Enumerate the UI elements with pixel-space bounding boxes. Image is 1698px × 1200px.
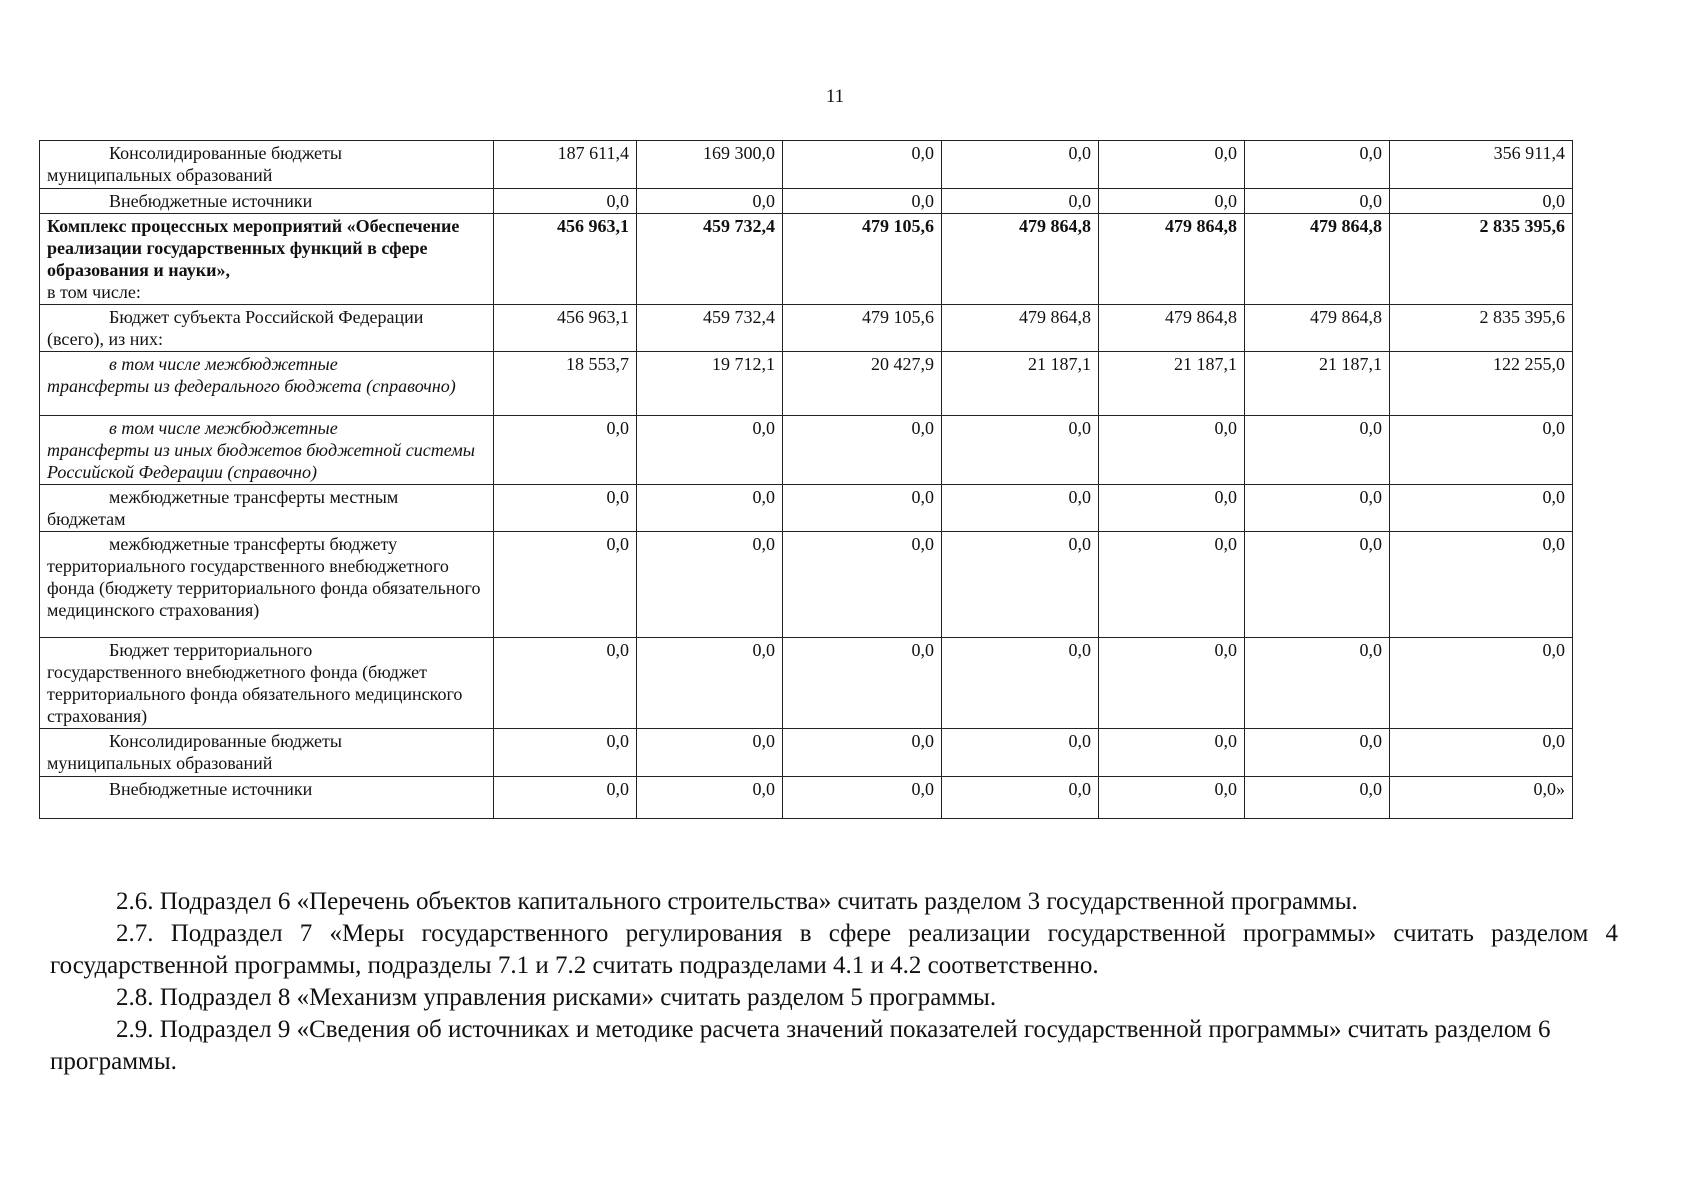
table-row: [40, 416, 1573, 485]
table-row: [40, 305, 1573, 352]
value-cell: 0,0: [783, 532, 942, 638]
row-label-first: в том числе межбюджетные: [109, 354, 338, 374]
value-cell: 0,0: [1099, 416, 1245, 485]
row-label-first: Бюджет субъекта Российской Федерации: [109, 307, 424, 327]
value-cell: 0,0: [1390, 485, 1573, 532]
value-cell: 21 187,1: [1245, 352, 1390, 416]
value-cell: 122 255,0: [1390, 352, 1573, 416]
value-cell: 0,0: [1390, 729, 1573, 777]
paragraph-2-7: 2.7. Подраздел 7 «Меры государственного регулирования в сфере реализации государственной программы» считать разделом 4 государственной программы, подразделы 7.1 и 7.2 считать подразделами 4.1 и 4.2 соответственно.: [50, 920, 1618, 979]
row-label-rest: трансферты из иных бюджетов бюджетной системы Российской Федерации (справочно): [47, 440, 475, 482]
body-text: [50, 886, 1618, 1078]
value-cell: 0,0: [783, 777, 942, 819]
value-cell: 356 911,4: [1390, 141, 1573, 189]
value-cell: 0,0: [783, 485, 942, 532]
row-label: [40, 189, 494, 214]
value-cell: 479 864,8: [1099, 305, 1245, 352]
value-cell: 0,0: [1099, 189, 1245, 214]
row-label: [40, 416, 494, 485]
value-cell: 456 963,1: [494, 214, 637, 305]
table-row: [40, 638, 1573, 729]
value-cell: 0,0: [942, 638, 1099, 729]
value-cell: 0,0: [494, 777, 637, 819]
row-label: [40, 777, 494, 819]
value-cell: 479 864,8: [1245, 305, 1390, 352]
table-row: [40, 729, 1573, 777]
value-cell: 0,0: [942, 729, 1099, 777]
value-cell: 0,0: [783, 729, 942, 777]
value-cell: 456 963,1: [494, 305, 637, 352]
value-cell: 0,0»: [1390, 777, 1573, 819]
value-cell: 187 611,4: [494, 141, 637, 189]
value-cell: 19 712,1: [637, 352, 783, 416]
value-cell: 2 835 395,6: [1390, 305, 1573, 352]
value-cell: 479 864,8: [942, 214, 1099, 305]
value-cell: 459 732,4: [637, 305, 783, 352]
row-label-first: в том числе межбюджетные: [109, 418, 338, 438]
row-label: [40, 638, 494, 729]
value-cell: 0,0: [637, 532, 783, 638]
row-label-first: Консолидированные бюджеты: [109, 143, 342, 163]
paragraph-2-6: 2.6. Подраздел 6 «Перечень объектов капитального строительства» считать разделом 3 государственной программы.: [116, 888, 1358, 915]
value-cell: 479 864,8: [1245, 214, 1390, 305]
row-label: [40, 141, 494, 189]
value-cell: 0,0: [942, 485, 1099, 532]
value-cell: 479 105,6: [783, 214, 942, 305]
table-row: [40, 214, 1573, 305]
value-cell: 0,0: [942, 777, 1099, 819]
row-label-first: Внебюджетные источники: [109, 779, 313, 799]
row-label-rest: в том числе:: [47, 282, 141, 302]
value-cell: 0,0: [783, 141, 942, 189]
paragraph-2-8: 2.8. Подраздел 8 «Механизм управления рисками» считать разделом 5 программы.: [116, 984, 997, 1011]
value-cell: 0,0: [783, 638, 942, 729]
value-cell: 0,0: [783, 189, 942, 214]
value-cell: 0,0: [1099, 638, 1245, 729]
row-label: [40, 532, 494, 638]
value-cell: 21 187,1: [942, 352, 1099, 416]
row-label-first: межбюджетные трансферты бюджету: [109, 534, 398, 554]
table-row: [40, 141, 1573, 189]
value-cell: 0,0: [1245, 729, 1390, 777]
row-label: [40, 729, 494, 777]
paragraph-2-9: 2.9. Подраздел 9 «Сведения об источниках и методике расчета значений показателей государственной программы» считать разделом 6 программы.: [50, 1016, 1551, 1075]
value-cell: 0,0: [494, 189, 637, 214]
value-cell: 0,0: [1390, 416, 1573, 485]
value-cell: 0,0: [1245, 416, 1390, 485]
value-cell: 0,0: [1390, 532, 1573, 638]
value-cell: 0,0: [1245, 532, 1390, 638]
value-cell: 0,0: [637, 729, 783, 777]
value-cell: 0,0: [1099, 777, 1245, 819]
row-label-rest: муниципальных образований: [47, 753, 273, 773]
row-label-first: Внебюджетные источники: [109, 191, 313, 211]
value-cell: 0,0: [1390, 189, 1573, 214]
value-cell: 0,0: [1245, 638, 1390, 729]
value-cell: 459 732,4: [637, 214, 783, 305]
value-cell: 0,0: [1099, 532, 1245, 638]
value-cell: 2 835 395,6: [1390, 214, 1573, 305]
value-cell: 20 427,9: [783, 352, 942, 416]
row-label: [40, 352, 494, 416]
value-cell: 0,0: [942, 532, 1099, 638]
value-cell: 0,0: [637, 189, 783, 214]
row-label-first: Консолидированные бюджеты: [109, 731, 342, 751]
value-cell: 18 553,7: [494, 352, 637, 416]
value-cell: 0,0: [637, 638, 783, 729]
value-cell: 0,0: [1099, 729, 1245, 777]
value-cell: 0,0: [1099, 485, 1245, 532]
row-label: [40, 305, 494, 352]
value-cell: 0,0: [637, 416, 783, 485]
row-label: [40, 485, 494, 532]
value-cell: 479 105,6: [783, 305, 942, 352]
row-label-rest: муниципальных образований: [47, 165, 273, 185]
value-cell: 0,0: [1390, 638, 1573, 729]
budget-table: [39, 140, 1573, 819]
value-cell: 479 864,8: [1099, 214, 1245, 305]
value-cell: 169 300,0: [637, 141, 783, 189]
table-row: [40, 532, 1573, 638]
table-row: [40, 352, 1573, 416]
row-label-rest: территориального государственного внебюджетного фонда (бюджету территориального фонда обязательного медицинского страхования): [47, 556, 481, 620]
row-label-first: Комплекс процессных мероприятий «Обеспечение реализации государственных функций в сфере образования и науки»,: [47, 216, 460, 280]
row-label: [40, 214, 494, 305]
value-cell: 21 187,1: [1099, 352, 1245, 416]
row-label-first: межбюджетные трансферты местным: [109, 487, 399, 507]
value-cell: 0,0: [783, 416, 942, 485]
value-cell: 0,0: [1245, 777, 1390, 819]
value-cell: 0,0: [494, 532, 637, 638]
table-row: [40, 485, 1573, 532]
value-cell: 0,0: [494, 485, 637, 532]
row-label-rest: бюджетам: [47, 509, 126, 529]
value-cell: 0,0: [637, 485, 783, 532]
value-cell: 0,0: [637, 777, 783, 819]
value-cell: 0,0: [494, 729, 637, 777]
table-row: [40, 189, 1573, 214]
value-cell: 0,0: [1245, 189, 1390, 214]
value-cell: 0,0: [494, 416, 637, 485]
value-cell: 0,0: [1099, 141, 1245, 189]
row-label-first: Бюджет территориального: [109, 640, 313, 660]
row-label-rest: трансферты из федерального бюджета (справочно): [47, 376, 456, 396]
row-label-rest: (всего), из них:: [47, 329, 164, 349]
value-cell: 0,0: [1245, 141, 1390, 189]
value-cell: 0,0: [1245, 485, 1390, 532]
row-label-rest: государственного внебюджетного фонда (бюджет территориального фонда обязательного медицинского страхования): [47, 662, 463, 726]
value-cell: 0,0: [942, 141, 1099, 189]
value-cell: 479 864,8: [942, 305, 1099, 352]
table-row: [40, 777, 1573, 819]
page-number: 11: [825, 86, 845, 107]
budget-table-body: [40, 141, 1573, 819]
value-cell: 0,0: [942, 416, 1099, 485]
value-cell: 0,0: [494, 638, 637, 729]
value-cell: 0,0: [942, 189, 1099, 214]
